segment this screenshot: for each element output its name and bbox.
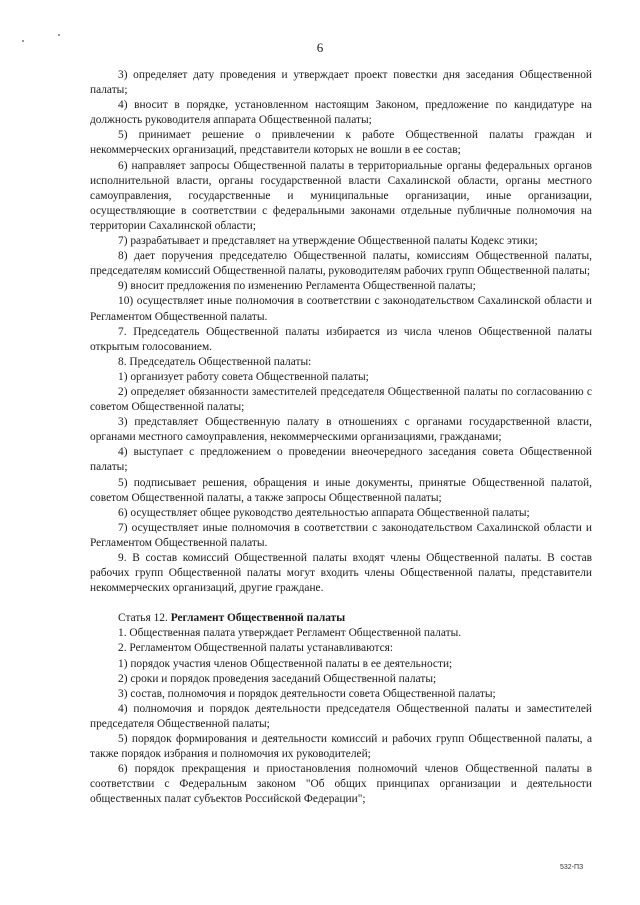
scan-speck (58, 34, 60, 36)
paragraph: 5) принимает решение о привлечении к работе Общественной палаты граждан и некоммерческих организаций, представители которых не вошли в ее состав; (90, 129, 592, 157)
paragraph: 3) представляет Общественную палату в отношениях с органами государственной власти, органами местного самоуправления, некоммерческими организациями, гражданами; (90, 416, 592, 444)
article-prefix: Статья 12. (118, 612, 168, 625)
paragraph: 6) направляет запросы Общественной палаты в территориальные органы федеральных органов исполнительной власти, органы государственной власти Сахалинской области, органы местного самоуправления, государственные и муниципальные организации, иные организации, осуществляющие в соответствии с федеральными законами отдельные публичные полномочия на территории Сахалинской области; (90, 159, 592, 232)
paragraph: 4) полномочия и порядок деятельности председателя Общественной палаты и заместителей председателя Общественной палаты; (90, 702, 592, 730)
paragraph: 8) дает поручения председателю Общественной палаты, комиссиям Общественной палаты, председателям комиссий Общественной палаты, руководителям рабочих групп Общественной палаты; (90, 250, 592, 278)
paragraph: 3) состав, полномочия и порядок деятельности совета Общественной палаты; (118, 687, 496, 700)
paragraph: 4) выступает с предложением о проведении внеочередного заседания совета Общественной палаты; (90, 446, 592, 474)
paragraph: 4) вносит в порядке, установленном настоящим Законом, предложение по кандидатуре на должность руководителя аппарата Общественной палаты; (90, 99, 592, 127)
paragraph: 1) порядок участия членов Общественной палаты в ее деятельности; (118, 657, 453, 670)
paragraph: 3) определяет дату проведения и утверждает проект повестки дня заседания Общественной палаты; (90, 69, 592, 97)
paragraph: 1) организует работу совета Общественной палаты; (118, 370, 369, 383)
paragraph: 6) осуществляет общее руководство деятельностью аппарата Общественной палаты; (118, 506, 530, 519)
paragraph: 9. В состав комиссий Общественной палаты входят члены Общественной палаты. В состав рабочих групп Общественной палаты могут входить члены Общественной палаты, представители некоммерческих организаций, другие граждане. (90, 552, 592, 595)
paragraph: 7) разрабатывает и представляет на утверждение Общественной палаты Кодекс этики; (118, 235, 538, 248)
article-title: Регламент Общественной палаты (170, 612, 346, 625)
paragraph: 5) порядок формирования и деятельности комиссий и рабочих групп Общественной палаты, а также порядок избрания и полномочия их руководителей; (90, 733, 592, 761)
paragraph: 8. Председатель Общественной палаты: (118, 355, 312, 368)
document-body (90, 68, 592, 808)
paragraph: 7) осуществляет иные полномочия в соответствии с законодательством Сахалинской области и Регламентом Общественной палаты. (90, 521, 592, 549)
paragraph: 2) определяет обязанности заместителей председателя Общественной палаты по согласованию с советом Общественной палаты; (90, 385, 592, 414)
paragraph: 7. Председатель Общественной палаты избирается из числа членов Общественной палаты открытым голосованием. (90, 325, 592, 353)
paragraph: 1. Общественная палата утверждает Регламент Общественной палаты. (118, 627, 462, 640)
article-heading (90, 611, 592, 626)
document-code: 532-ПЗ (560, 864, 584, 871)
paragraph: 2. Регламентом Общественной палаты устанавливаются: (118, 642, 394, 655)
paragraph: 2) сроки и порядок проведения заседаний Общественной палаты; (118, 672, 437, 685)
paragraph: 10) осуществляет иные полномочия в соответствии с законодательством Сахалинской области и Регламентом Общественной палаты. (90, 295, 592, 323)
paragraph: 5) подписывает решения, обращения и иные документы, принятые Общественной палатой, советом Общественной палаты, а также запросы Общественной палаты; (90, 476, 592, 504)
page-number: 6 (316, 40, 324, 55)
paragraph: 6) порядок прекращения и приостановления полномочий членов Общественной палаты в соответствии с Федеральным законом "Об общих принципах организации и деятельности общественных палат субъектов Российской Федерации"; (90, 763, 592, 806)
paragraph: 9) вносит предложения по изменению Регламента Общественной палаты; (118, 280, 476, 293)
